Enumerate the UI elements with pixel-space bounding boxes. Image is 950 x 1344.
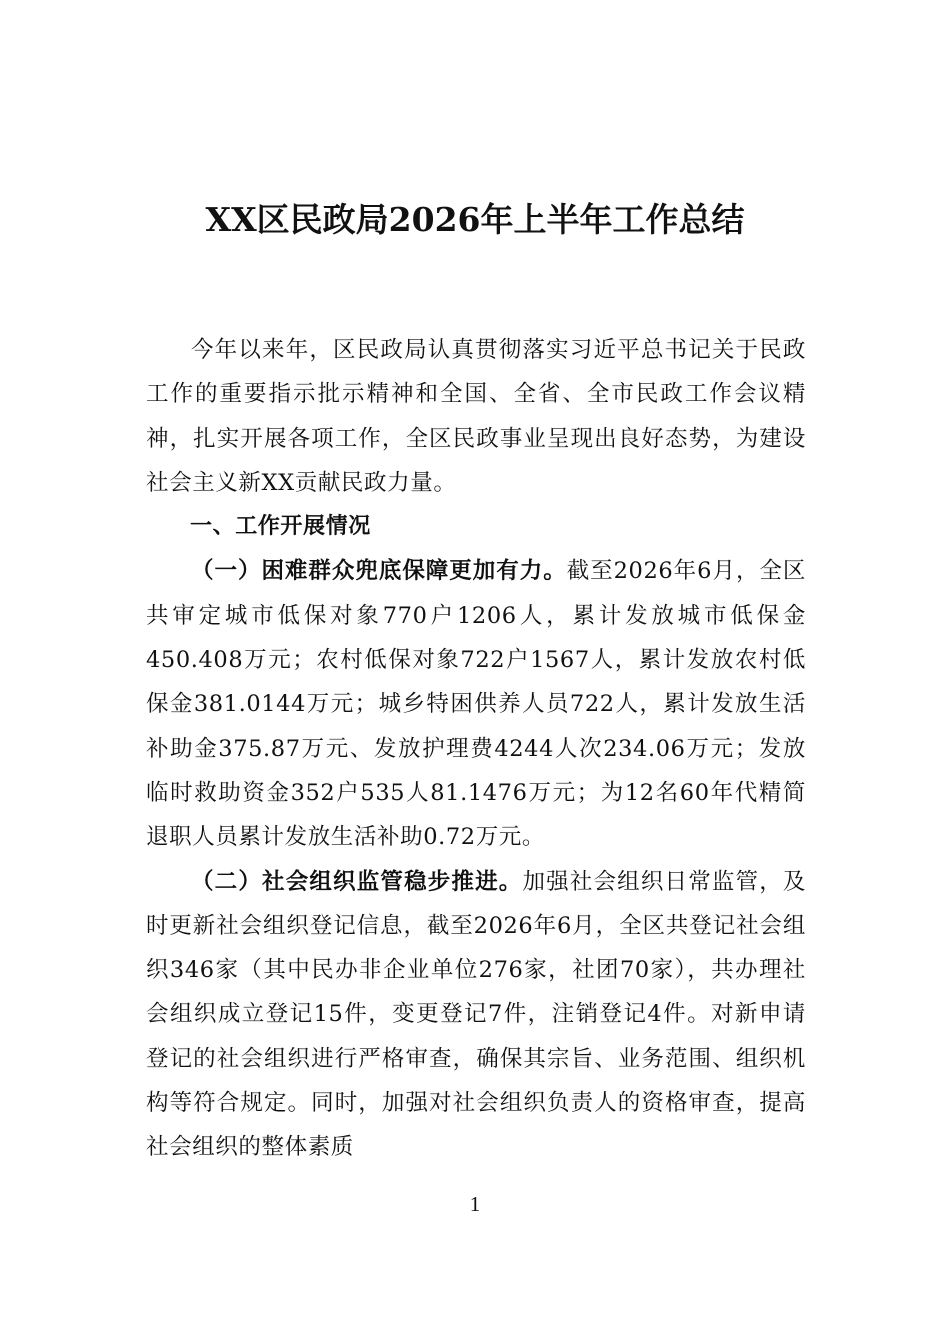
item-text-1: 截至2026年6月，全区共审定城市低保对象770户1206人，累计发放城市低保金450.408万元；农村低保对象722户1567人，累计发放农村低保金381.0144万元；城乡特困供养人员722人，累计发放生活补助金375.87万元、发放护理费4244人次234.06万元；发放临时救助资金352户535人81.1476万元；为12名60年代精简退职人员累计发放生活补助0.72万元。 bbox=[146, 558, 807, 851]
page-number: 1 bbox=[469, 1192, 481, 1216]
item-lead-1: （一）困难群众兜底保障更加有力。 bbox=[191, 558, 567, 585]
item-lead-2: （二）社会组织监管稳步推进。 bbox=[191, 868, 523, 895]
item-paragraph-1 bbox=[146, 549, 806, 859]
item-text-2: 加强社会组织日常监管，及时更新社会组织登记信息，截至2026年6月，全区共登记社会组织346家（其中民办非企业单位276家，社团70家），共办理社会组织成立登记15件，变更登记7件，注销登记4件。对新申请登记的社会组织进行严格审查，确保其宗旨、业务范围、组织机构等符合规定。同时，加强对社会组织负责人的资格审查，提高社会组织的整体素质 bbox=[146, 868, 807, 1161]
document-title: XX区民政局2026年上半年工作总结 bbox=[205, 200, 745, 239]
section-heading: 一、工作开展情况 bbox=[190, 514, 371, 540]
item-paragraph-2 bbox=[146, 860, 806, 1170]
document-body bbox=[146, 328, 806, 1170]
intro-paragraph: 今年以来年，区民政局认真贯彻落实习近平总书记关于民政工作的重要指示批示精神和全国、全省、全市民政工作会议精神，扎实开展各项工作，全区民政事业呈现出良好态势，为建设社会主义新XX贡献民政力量。 bbox=[146, 337, 806, 496]
